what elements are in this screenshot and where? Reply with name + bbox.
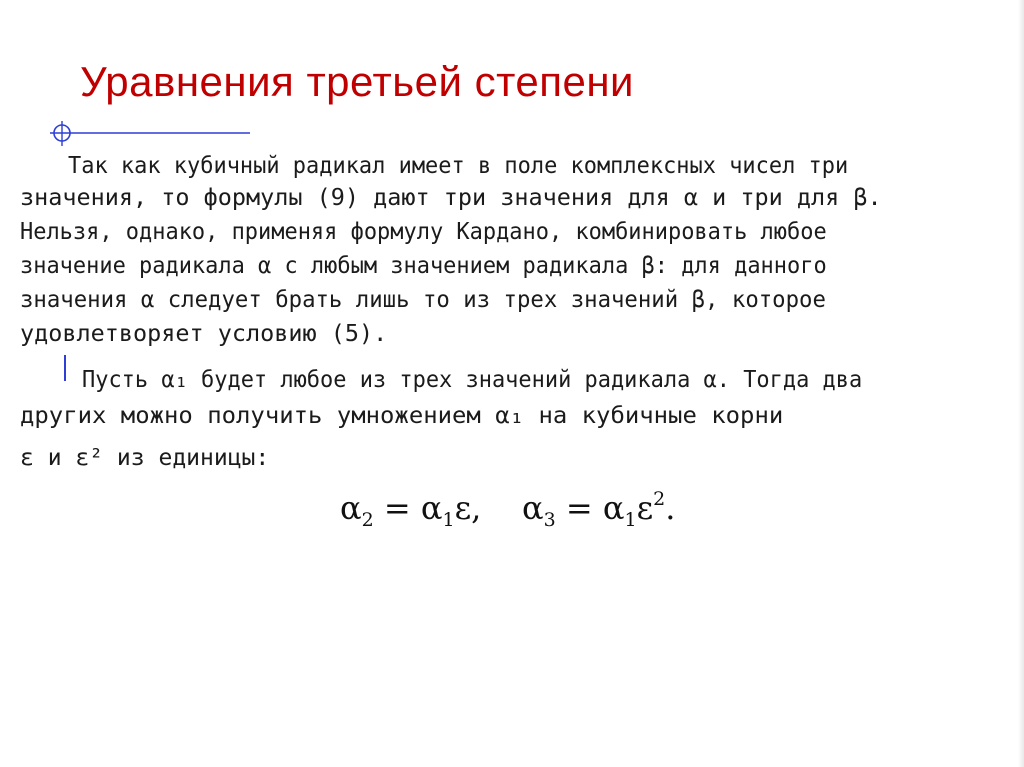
- margin-crosshair-icon: [44, 118, 250, 148]
- eq-alpha-3: $\alpha_3$: [522, 489, 556, 531]
- page-edge-shadow: [1018, 0, 1024, 767]
- paragraph-1-line-6: удовлетворяет условию (5).: [20, 321, 388, 347]
- paragraph-1-line-1: Так как кубичный радикал имеет в поле комплексных чисел три: [68, 153, 849, 179]
- paragraph-1-line-2: значения, то формулы (9) дают три значения для α и три для β.: [20, 185, 882, 211]
- slide-title: Уравнения третьей степени: [80, 58, 634, 105]
- paragraph-2-line-3: ε и ε² из единицы:: [20, 445, 270, 471]
- eq-rhs-1: = $\alpha_1\varepsilon$,: [383, 489, 482, 531]
- equation: [340, 488, 675, 531]
- paragraph-2-line-2: других можно получить умножением α₁ на кубичные корни: [20, 403, 784, 429]
- paragraph-1-line-5: значения α следует брать лишь то из трех значений β, которое: [20, 287, 826, 313]
- paragraph-2-line-1: Пусть α₁ будет любое из трех значений радикала α. Тогда два: [82, 367, 863, 393]
- margin-tick-icon: [64, 355, 66, 381]
- paragraph-1-line-4: значение радикала α с любым значением радикала β: для данного: [20, 253, 827, 279]
- paragraph-1-line-3: Нельзя, однако, применяя формулу Кардано, комбинировать любое: [20, 219, 827, 245]
- eq-rhs-2: = $\alpha_1\varepsilon^2$.: [565, 488, 676, 531]
- eq-alpha-2: $\alpha_2$: [340, 489, 374, 531]
